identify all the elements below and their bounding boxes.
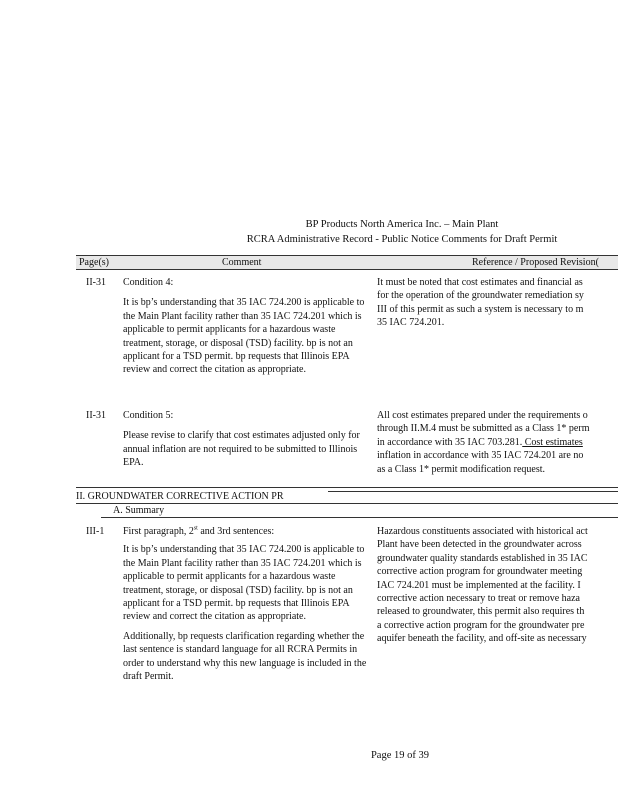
section-title: II. GROUNDWATER CORRECTIVE ACTION PR bbox=[76, 491, 284, 502]
table-header bbox=[76, 255, 618, 270]
document-title-record: RCRA Administrative Record - Public Notice Comments for Draft Permit bbox=[246, 234, 558, 245]
subsection-rule bbox=[101, 517, 618, 518]
revision-text: in accordance with 35 IAC 703.281. bbox=[377, 436, 523, 448]
row-1-comment-title: Condition 4: bbox=[123, 277, 174, 288]
row-1-comment-body: It is bp’s understanding that 35 IAC 724.200 is applicable to the Main Plant facility rather than 35 IAC 724.201 which is applicable to permit applicants for a hazardous waste treatment, storage, or disposal (TSD) facility. bp is not an applicant for a TSD permit. bp requests that Illinois EPA review and correct the citation as appropriate. bbox=[123, 297, 365, 376]
comment-title-text: and 3rd sentences: bbox=[197, 526, 275, 537]
subsection-title: A. Summary bbox=[113, 505, 165, 516]
column-header-revision: Reference / Proposed Revision( bbox=[472, 257, 599, 268]
comment-title-text: First paragraph, 2 bbox=[123, 526, 194, 537]
revision-line: IAC 724.201 must be implemented at the facility. I bbox=[377, 579, 581, 591]
revision-line: Plant have been detected in the groundwater across bbox=[377, 539, 582, 551]
revision-line: aquifer beneath the facility, and off-site as necessary bbox=[377, 633, 587, 645]
row-1-comment bbox=[123, 276, 373, 383]
revision-line: as a Class 1* permit modification request. bbox=[377, 463, 546, 475]
revision-line: for the operation of the groundwater remediation sy bbox=[377, 290, 584, 302]
row-1-page: II-31 bbox=[86, 277, 106, 288]
revision-line: inflation in accordance with 35 IAC 724.201 are no bbox=[377, 450, 584, 462]
row-3-page: III-1 bbox=[86, 526, 105, 537]
revision-line: through II.M.4 must be submitted as a Class 1* perm bbox=[377, 423, 590, 435]
row-2-revision bbox=[377, 409, 618, 476]
revision-line: III of this permit as such a system is necessary to m bbox=[377, 303, 584, 315]
row-3-revision bbox=[377, 525, 618, 646]
row-1-revision bbox=[377, 276, 618, 330]
row-3-comment-body-2: Additionally, bp requests clarification regarding whether the last sentence is standard language for all RCRA Permits in order to understand why this new language is included in the draft Permit. bbox=[123, 630, 367, 683]
section-rule bbox=[328, 491, 618, 492]
column-header-comment: Comment bbox=[222, 257, 262, 268]
column-header-page: Page(s) bbox=[79, 257, 109, 268]
row-2-page: II-31 bbox=[86, 410, 106, 421]
revision-line: groundwater quality standards established in 35 IAC bbox=[377, 552, 588, 564]
row-2-comment-body: Please revise to clarify that cost estimates adjusted only for annual inflation are not required to be submitted to Illinois EPA. bbox=[123, 430, 360, 469]
row-2-comment-title: Condition 5: bbox=[123, 410, 174, 421]
row-2-comment bbox=[123, 409, 373, 476]
revision-line: corrective action program for groundwater meeting bbox=[377, 566, 583, 578]
revision-line: All cost estimates prepared under the requirements o bbox=[377, 410, 588, 421]
document-title-company: BP Products North America Inc. – Main Plant bbox=[305, 219, 499, 230]
revision-underlined-text: Cost estimates bbox=[522, 436, 583, 448]
section-bottom-rule bbox=[76, 503, 618, 504]
row-3-comment bbox=[123, 525, 373, 689]
revision-line: It must be noted that cost estimates and financial as bbox=[377, 277, 583, 288]
revision-line: released to groundwater, this permit also requires th bbox=[377, 606, 585, 618]
comment-title-superscript: st bbox=[193, 525, 198, 532]
revision-line bbox=[377, 436, 618, 449]
revision-line: 35 IAC 724.201. bbox=[377, 317, 445, 329]
revision-line: corrective action necessary to treat or remove haza bbox=[377, 593, 580, 605]
row-3-comment-body-1: It is bp’s understanding that 35 IAC 724.200 is applicable to the Main Plant facility rather than 35 IAC 724.201 which is applicable to permit applicants for a hazardous waste treatment, storage, or disposal (TSD) facility. bp is not an applicant for a TSD permit. bp requests that Illinois EPA review and correct the citation as appropriate. bbox=[123, 544, 365, 623]
revision-line: a corrective action program for the groundwater pre bbox=[377, 619, 585, 631]
row-3-comment-title bbox=[123, 525, 373, 538]
page-number: Page 19 of 39 bbox=[370, 750, 430, 761]
revision-line: Hazardous constituents associated with historical act bbox=[377, 526, 588, 537]
row-divider bbox=[76, 487, 618, 488]
